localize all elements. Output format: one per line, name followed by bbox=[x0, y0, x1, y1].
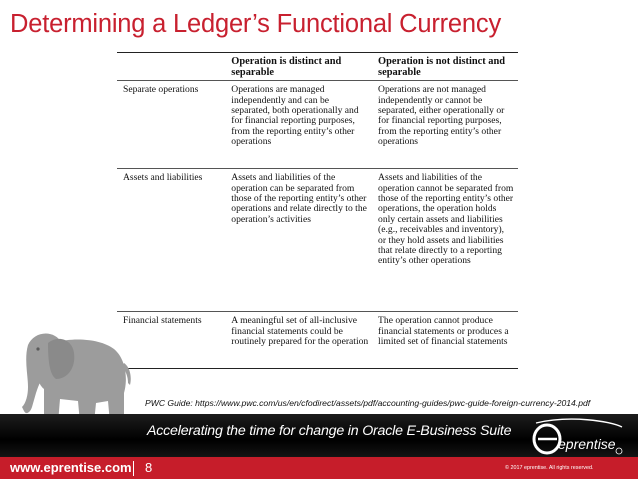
eprentise-logo-icon bbox=[530, 417, 625, 459]
table-header-distinct: Operation is distinct and separable bbox=[227, 53, 374, 81]
table-row bbox=[117, 81, 518, 169]
page-number: 8 bbox=[145, 460, 153, 475]
table-header-empty bbox=[117, 53, 227, 81]
row-label-financial-statements: Financial statements bbox=[117, 312, 227, 369]
page-title: Determining a Ledger’s Functional Currency bbox=[10, 10, 501, 38]
row-label-assets-liabilities: Assets and liabilities bbox=[117, 169, 227, 312]
website-link[interactable]: www.eprentise.com bbox=[10, 460, 132, 475]
comparison-table bbox=[117, 52, 518, 369]
copyright-notice: © 2017 eprentise. All rights reserved. bbox=[505, 465, 594, 471]
elephant-icon bbox=[0, 323, 140, 427]
cell-separate-operations-distinct: Operations are managed independently and can be separated, both operationally and for financial reporting purposes, from the reporting entity’s other operations bbox=[227, 81, 374, 169]
source-citation: PWC Guide: https://www.pwc.com/us/en/cfodirect/assets/pdf/accounting-guides/pwc-guide-foreign-currency-2014.pdf bbox=[145, 398, 591, 408]
cell-assets-liabilities-not-distinct: Assets and liabilities of the operation cannot be separated from those of the reporting entity’s other operations, the operation holds only certain assets and liabilities (e.g., receivables and inventory), or they hold assets and liabilities that relate directly to a reporting entity’s other operations bbox=[374, 169, 518, 312]
cell-financial-statements-distinct: A meaningful set of all-inclusive financial statements could be routinely prepared for the operation bbox=[227, 312, 374, 369]
functional-currency-table bbox=[117, 52, 518, 378]
row-label-separate-operations: Separate operations bbox=[117, 81, 227, 169]
footer-divider bbox=[133, 461, 134, 476]
table-header-row bbox=[117, 53, 518, 81]
table-row bbox=[117, 169, 518, 312]
cell-assets-liabilities-distinct: Assets and liabilities of the operation can be separated from those of the reporting entity’s other operations and relate directly to the operation’s activities bbox=[227, 169, 374, 312]
table-row bbox=[117, 312, 518, 369]
cell-separate-operations-not-distinct: Operations are not managed independently or cannot be separated, either operationally or for financial reporting purposes, from the reporting entity’s other operations bbox=[374, 81, 518, 169]
cell-financial-statements-not-distinct: The operation cannot produce financial statements or produces a limited set of financial statements bbox=[374, 312, 518, 369]
table-header-not-distinct: Operation is not distinct and separable bbox=[374, 53, 518, 81]
logo-wordmark: eprentise bbox=[558, 436, 616, 452]
footer-tagline: Accelerating the time for change in Oracle E-Business Suite bbox=[147, 423, 512, 439]
